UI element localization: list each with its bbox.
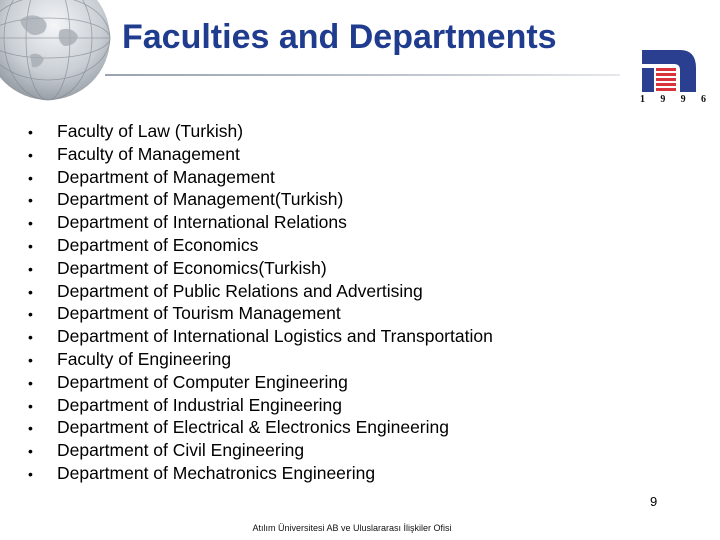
bullet-icon: •	[28, 351, 33, 368]
list-item	[28, 462, 493, 485]
bullet-icon: •	[28, 329, 33, 346]
list-item-label: Faculty of Management	[57, 143, 240, 164]
list-item	[28, 211, 493, 234]
list-item	[28, 143, 493, 166]
list-item	[28, 416, 493, 439]
bullet-icon: •	[28, 215, 33, 232]
logo-year-digit: 9	[660, 94, 666, 105]
list-item-label: Department of Management	[57, 166, 275, 187]
list-item	[28, 280, 493, 303]
logo-year-digit: 1	[640, 94, 645, 105]
bullet-icon: •	[28, 283, 33, 300]
bullet-icon: •	[28, 192, 33, 209]
list-item-label: Department of Economics(Turkish)	[57, 257, 327, 278]
list-item-label: Department of Mechatronics Engineering	[57, 462, 376, 483]
bullet-icon: •	[28, 237, 33, 254]
title-divider	[105, 74, 620, 76]
globe-decoration	[0, 0, 120, 110]
list-item	[28, 371, 493, 394]
bullet-icon: •	[28, 374, 33, 391]
bullet-icon: •	[28, 260, 33, 277]
bullet-icon: •	[28, 465, 33, 482]
bullet-icon: •	[28, 306, 33, 323]
bullet-icon: •	[28, 420, 33, 437]
page-number: 9	[650, 494, 658, 509]
list-item	[28, 439, 493, 462]
logo-red-lines	[656, 68, 676, 91]
list-item	[28, 394, 493, 417]
list-item	[28, 166, 493, 189]
list-item-label: Department of Economics	[57, 234, 259, 255]
bullet-icon: •	[28, 169, 33, 186]
list-item-label: Department of Computer Engineering	[57, 371, 348, 392]
list-item	[28, 188, 493, 211]
list-item-label: Department of Electrical & Electronics Engineering	[57, 417, 449, 438]
list-item-label: Department of Tourism Management	[57, 303, 341, 324]
list-item-label: Department of International Relations	[57, 212, 347, 233]
list-item-label: Faculty of Law (Turkish)	[57, 121, 244, 141]
bullet-icon: •	[28, 146, 33, 163]
logo-year-digit: 9	[680, 94, 686, 105]
list-item-label: Department of Industrial Engineering	[57, 394, 343, 415]
list-item	[28, 257, 493, 280]
slide-title: Faculties and Departments	[122, 18, 557, 56]
logo-year	[640, 94, 706, 105]
list-item-label: Department of Public Relations and Advertising	[57, 280, 423, 301]
bullet-icon: •	[28, 124, 33, 140]
list-item	[28, 234, 493, 257]
department-list	[28, 120, 493, 485]
list-item-label: Department of Management(Turkish)	[57, 189, 344, 210]
list-item	[28, 325, 493, 348]
bullet-icon: •	[28, 397, 33, 414]
footer-text: Atılım Üniversitesi AB ve Uluslararası İlişkiler Ofisi	[252, 523, 452, 533]
list-item	[28, 120, 493, 143]
logo-year-digit: 6	[700, 94, 706, 105]
bullet-icon: •	[28, 443, 33, 460]
list-item-label: Department of Civil Engineering	[57, 440, 305, 461]
list-item-label: Faculty of Engineering	[57, 348, 232, 369]
list-item	[28, 302, 493, 325]
list-item-label: Department of International Logistics and Transportation	[57, 326, 493, 347]
list-item	[28, 348, 493, 371]
